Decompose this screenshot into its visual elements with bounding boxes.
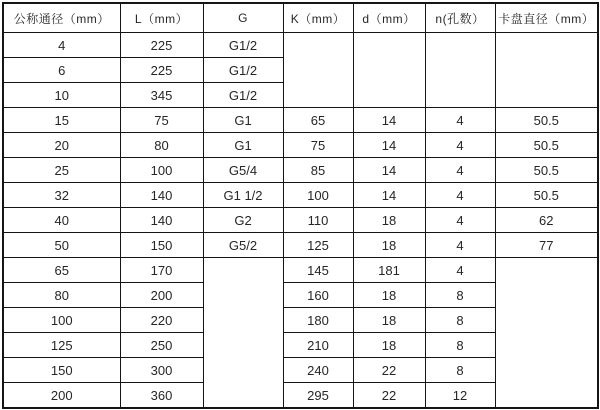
cell-k: 125 [283,233,353,258]
table-row [3,183,598,208]
column-header-dn: 公称通径（mm） [3,3,120,33]
cell-dn: 100 [3,308,120,333]
cell-n: 8 [425,283,495,308]
cell-dn: 80 [3,283,120,308]
cell-dp: 50.5 [495,133,598,158]
cell-dn: 40 [3,208,120,233]
spec-table-body [3,3,598,408]
cell-k: 75 [283,133,353,158]
cell-d: 18 [353,308,425,333]
cell-dn: 20 [3,133,120,158]
cell-l: 345 [120,83,203,108]
cell-dp: 77 [495,233,598,258]
cell-dn: 200 [3,383,120,409]
cell-k: 180 [283,308,353,333]
column-header-g: G [203,3,283,33]
cell-g: G1 1/2 [203,183,283,208]
cell-d: 14 [353,183,425,208]
cell-l: 250 [120,333,203,358]
cell-l: 170 [120,258,203,283]
merged-empty-cell-n [425,33,495,108]
cell-l: 140 [120,208,203,233]
cell-l: 140 [120,183,203,208]
column-header-l: L（mm） [120,3,203,33]
cell-d: 22 [353,358,425,383]
table-row [3,208,598,233]
cell-n: 8 [425,333,495,358]
table-row [3,33,598,58]
cell-n: 8 [425,308,495,333]
spec-table [2,2,599,409]
cell-g: G2 [203,208,283,233]
table-row [3,233,598,258]
cell-n: 4 [425,258,495,283]
cell-d: 18 [353,208,425,233]
cell-k: 100 [283,183,353,208]
cell-g: G5/2 [203,233,283,258]
cell-n: 4 [425,233,495,258]
table-row [3,108,598,133]
header-row [3,3,598,33]
cell-d: 14 [353,108,425,133]
cell-l: 225 [120,58,203,83]
cell-d: 14 [353,133,425,158]
cell-k: 110 [283,208,353,233]
cell-d: 22 [353,383,425,409]
cell-n: 12 [425,383,495,409]
cell-d: 18 [353,283,425,308]
cell-g: G1/2 [203,58,283,83]
merged-empty-cell-dp [495,33,598,108]
merged-empty-cell-dp [495,258,598,409]
cell-k: 210 [283,333,353,358]
cell-d: 18 [353,333,425,358]
cell-d: 18 [353,233,425,258]
cell-dp: 50.5 [495,108,598,133]
cell-n: 4 [425,108,495,133]
cell-n: 4 [425,183,495,208]
cell-k: 85 [283,158,353,183]
cell-k: 160 [283,283,353,308]
cell-l: 75 [120,108,203,133]
cell-l: 80 [120,133,203,158]
cell-dn: 65 [3,258,120,283]
cell-dn: 15 [3,108,120,133]
cell-l: 200 [120,283,203,308]
cell-k: 65 [283,108,353,133]
merged-empty-cell-k [283,33,353,108]
cell-l: 225 [120,33,203,58]
cell-k: 145 [283,258,353,283]
cell-dn: 32 [3,183,120,208]
table-row [3,258,598,283]
cell-g: G5/4 [203,158,283,183]
cell-g: G1 [203,133,283,158]
column-header-d: d（mm） [353,3,425,33]
cell-g: G1/2 [203,33,283,58]
cell-l: 300 [120,358,203,383]
column-header-dp: 卡盘直径（mm） [495,3,598,33]
cell-n: 4 [425,133,495,158]
table-row [3,133,598,158]
cell-n: 4 [425,208,495,233]
cell-dn: 150 [3,358,120,383]
merged-empty-cell-g [203,258,283,409]
cell-dp: 62 [495,208,598,233]
cell-dn: 50 [3,233,120,258]
table-row [3,158,598,183]
cell-dn: 6 [3,58,120,83]
cell-dn: 10 [3,83,120,108]
cell-dn: 25 [3,158,120,183]
cell-d: 181 [353,258,425,283]
column-header-n: n(孔数） [425,3,495,33]
cell-dn: 4 [3,33,120,58]
cell-k: 240 [283,358,353,383]
cell-l: 360 [120,383,203,409]
cell-g: G1/2 [203,83,283,108]
cell-dn: 125 [3,333,120,358]
cell-l: 100 [120,158,203,183]
cell-g: G1 [203,108,283,133]
cell-n: 8 [425,358,495,383]
cell-k: 295 [283,383,353,409]
merged-empty-cell-d [353,33,425,108]
cell-dp: 50.5 [495,158,598,183]
column-header-k: K（mm） [283,3,353,33]
cell-dp: 50.5 [495,183,598,208]
cell-l: 220 [120,308,203,333]
cell-n: 4 [425,158,495,183]
cell-l: 150 [120,233,203,258]
cell-d: 14 [353,158,425,183]
